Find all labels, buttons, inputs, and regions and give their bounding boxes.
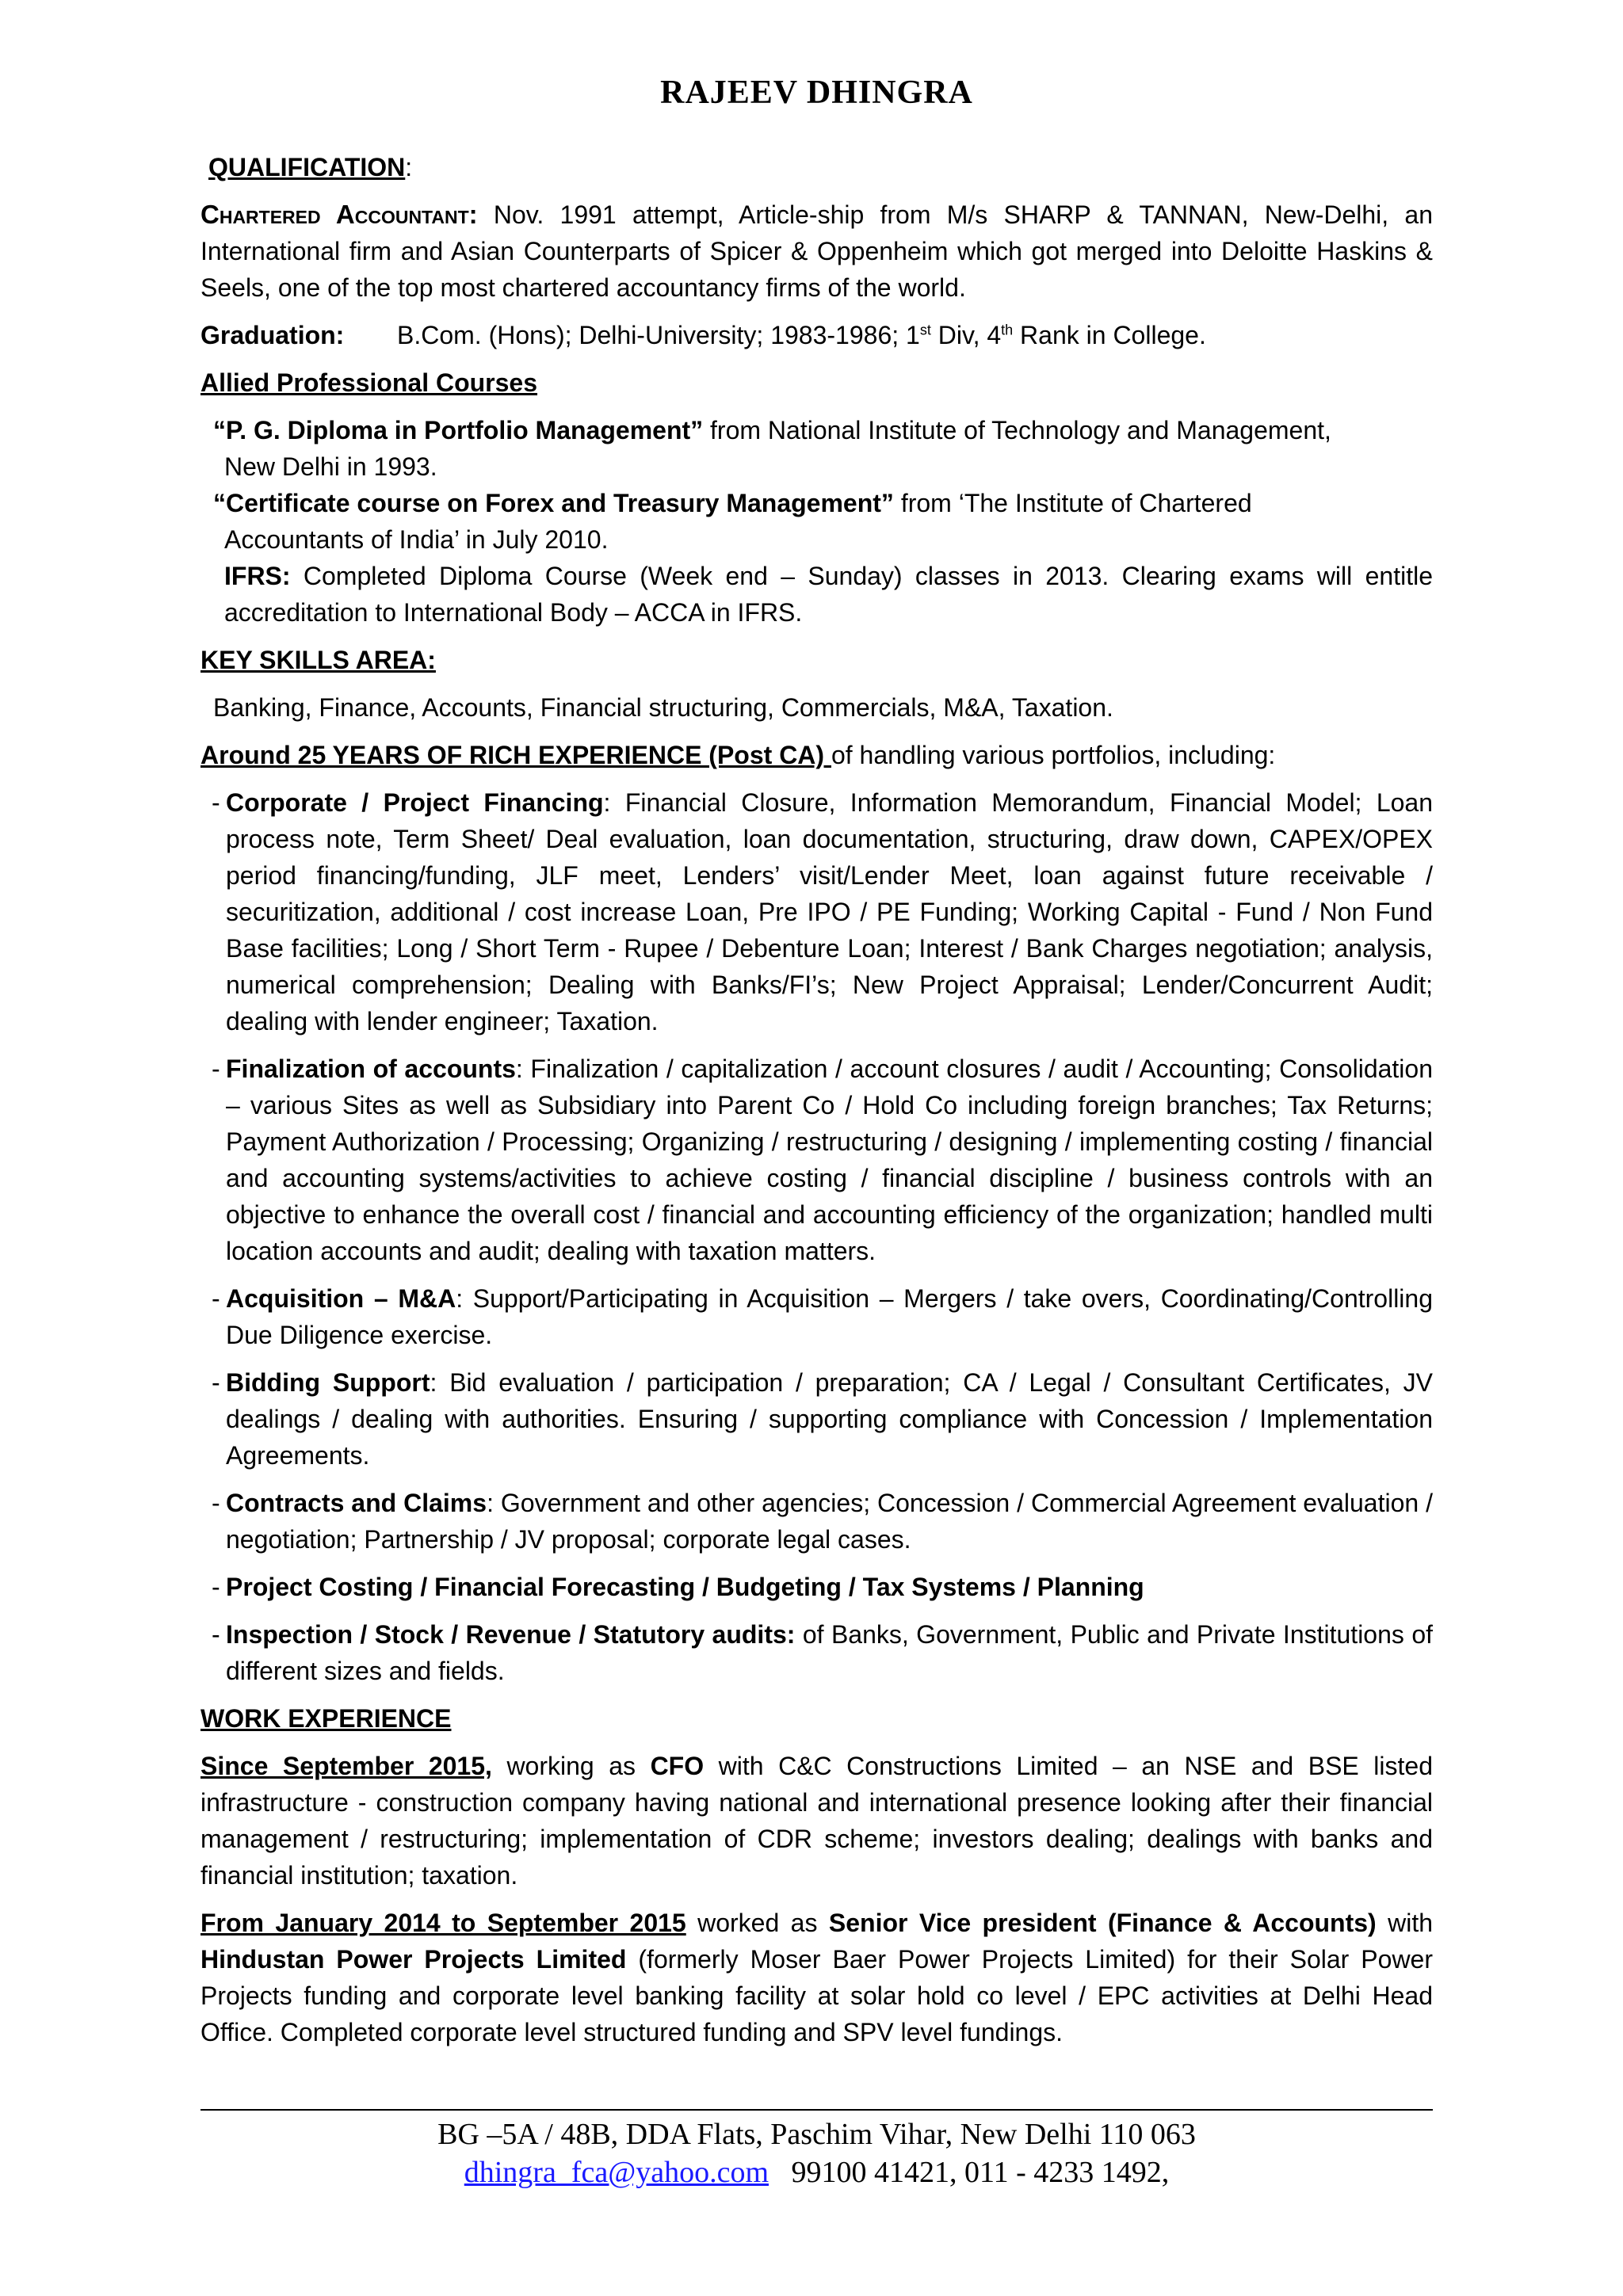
graduation-sup-1: st [919,322,931,338]
bullet-text: : Financial Closure, Information Memorandum, Financial Model; Loan process note, Term Sheet/ Deal evaluation, loan documentation, structuring, draw down, CAPEX/OPEX period financing/funding, JLF meet, Lenders’ visit/Lender Meet, loan against future receivable / securitization, additional / cost increase Loan, Pre IPO / PE Funding; Working Capital - Fund / Non Fund Base facilities; Long / Short Term - Rupee / Debenture Loan; Interest / Bank Charges negotiation; analysis, numerical comprehension; Dealing with Banks/FI’s; New Project Appraisal; Lender/Concurrent Audit; dealing with lender engineer; Taxation. [226,788,1434,1035]
list-item [200,1569,1433,1605]
allied-item-text: from National Institute of Technology and Management, [703,416,1331,444]
bullet-dash: - [212,1368,220,1397]
page-footer [200,2109,1433,2191]
ifrs-text: Completed Diploma Course (Week end – Sunday) classes in 2013. Clearing exams will entitle accreditation to International Body – ACCA in IFRS. [224,562,1433,627]
allied-item-text: from ‘The Institute of Chartered [893,489,1252,517]
work-entry-text: (formerly Moser Baer Power Projects Limited) for their Solar Power Projects funding and corporate level banking facility at solar hold co level / EPC activities at Delhi Head Office. Completed corporate level structured funding and SPV level fundings. [200,1945,1434,2046]
experience-summary-text: of handling various portfolios, including: [831,741,1276,769]
work-entry-text: worked as [685,1909,829,1937]
graduation-sup-2: th [1001,322,1014,338]
ca-paragraph [200,196,1433,306]
footer-address: BG –5A / 48B, DDA Flats, Paschim Vihar, New Delhi 110 063 [437,2118,1196,2151]
work-entry-company: Hindustan Power Projects Limited [200,1945,627,1974]
work-entry-text: with C&C Constructions Limited – an NSE and BSE listed infrastructure - construction company having national and international presence looking after their financial management / restructuring; implementation of CDR scheme; investors dealing; dealings with banks and financial institution; taxation. [200,1752,1433,1890]
experience-summary-heading: Around 25 YEARS OF RICH EXPERIENCE (Post CA) [200,741,831,769]
bullet-text: : Bid evaluation / participation / preparation; CA / Legal / Consultant Certificates, JV dealings / dealing with authorities. Ensuring / supporting compliance with Concession / Implementation Agreements. [226,1368,1434,1470]
graduation-text-3: Rank in College. [1013,321,1206,349]
ca-text: Nov. 1991 attempt, Article-ship from M/s SHARP & TANNAN, New-Delhi, an International firm and Asian Counterparts of Spicer & Oppenheim which got merged into Deloitte Haskins & Seels, one of the top most chartered accountancy firms of the world. [200,200,1434,302]
bullet-label: Corporate / Project Financing [226,788,604,817]
allied-item [213,412,1433,485]
footer-contact [200,2153,1433,2191]
bullet-dash: - [212,1573,220,1601]
candidate-name: RAJEEV DHINGRA [660,74,973,111]
graduation-text-2: Div, 4 [930,321,1002,349]
work-entry [200,1748,1433,1894]
list-item [200,1616,1433,1689]
work-entry [200,1905,1433,2050]
graduation-text-1: B.Com. (Hons); Delhi-University; 1983-1986; 1 [397,321,920,349]
experience-summary [200,737,1433,773]
ca-label: Chartered Accountant: [200,200,478,229]
allied-item-title: “P. G. Diploma in Portfolio Management” [213,416,704,444]
allied-item-cont: New Delhi in 1993. [224,452,437,481]
allied-item-title: “Certificate course on Forex and Treasury Management” [213,489,894,517]
bullet-label: Acquisition – M&A [226,1284,456,1313]
bullet-text: : Government and other agencies; Concession / Commercial Agreement evaluation / negotiation; Partnership / JV proposal; corporate legal cases. [226,1489,1434,1554]
bullet-text: : Finalization / capitalization / account closures / audit / Accounting; Consolidation – various Sites as well as Subsidiary into Parent Co / Hold Co including foreign branches; Tax Returns; Payment Authorization / Processing; Organizing / restructuring / designing / implementing costing / financial and accounting systems/activities to achieve costing / financial discipline / business controls with an objective to enhance the overall cost / financial and accounting efficiency of the organization; handled multi location accounts and audit; dealing with taxation matters. [226,1055,1434,1265]
bullet-dash: - [212,1489,220,1517]
list-item [200,784,1433,1039]
bullet-label: Project Costing / Financial Forecasting / Budgeting / Tax Systems / Planning [226,1573,1144,1601]
work-entry-role: Senior Vice president (Finance & Accounts) [828,1909,1377,1937]
bullet-label: Inspection / Stock / Revenue / Statutory audits: [226,1620,796,1649]
graduation-label: Graduation: [200,321,345,349]
list-item [200,1051,1433,1269]
bullet-text: : Support/Participating in Acquisition – Mergers / take overs, Coordinating/Controlling Due Diligence exercise. [226,1284,1434,1349]
skills-text: Banking, Finance, Accounts, Financial structuring, Commercials, M&A, Taxation. [213,693,1113,722]
footer-email-link[interactable]: dhingra_fca@yahoo.com [464,2156,769,2189]
ifrs-label: IFRS: [224,562,291,590]
bullet-text: of Banks, Government, Public and Private Institutions of different sizes and fields. [226,1620,1434,1685]
ifrs-paragraph [224,558,1433,631]
list-item [200,1485,1433,1558]
work-heading: WORK EXPERIENCE [200,1704,452,1733]
bullet-label: Contracts and Claims [226,1489,487,1517]
work-entry-date: From January 2014 to September 2015 [200,1909,686,1937]
footer-phones: 99100 41421, 011 - 4233 1492, [791,2156,1170,2189]
bullet-label: Bidding Support [226,1368,430,1397]
allied-heading: Allied Professional Courses [200,368,538,397]
work-entry-role: CFO [650,1752,705,1780]
work-entry-text: working as [491,1752,651,1780]
list-item [200,1280,1433,1353]
work-entry-text: with [1376,1909,1434,1937]
graduation-line [200,317,1433,353]
bullet-dash: - [212,788,220,817]
list-item [200,1364,1433,1474]
work-entry-date: Since September 2015, [200,1752,492,1780]
bullet-label: Finalization of accounts [226,1055,516,1083]
bullet-dash: - [212,1620,220,1649]
allied-item-cont: Accountants of India’ in July 2010. [224,525,609,554]
bullet-dash: - [212,1284,220,1313]
qualification-heading: QUALIFICATION [208,153,406,181]
skills-heading: KEY SKILLS AREA: [200,646,436,674]
allied-item [213,485,1433,558]
portfolio-list [200,784,1433,1689]
resume-content [200,149,1433,2050]
qualification-colon: : [405,153,413,181]
qualification-heading-line [208,149,1433,185]
bullet-dash: - [212,1055,220,1083]
